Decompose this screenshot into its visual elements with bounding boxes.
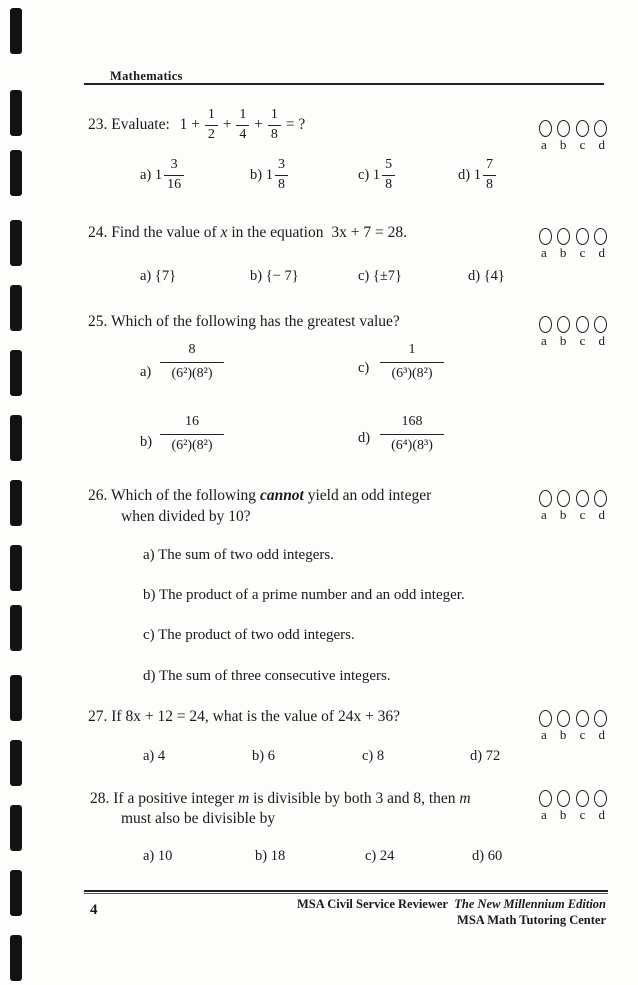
question-28-line2: must also be divisible by — [121, 810, 276, 827]
question-number: 28. — [90, 790, 110, 807]
question-number: 25. — [88, 313, 108, 330]
fraction: $\frac{1}{4}$ — [236, 108, 249, 142]
answer-bubbles-24[interactable]: a b c d — [537, 228, 609, 261]
choice-25-b-fraction[interactable]: 16 (6²)(8²) — [160, 414, 224, 454]
answer-bubble-a[interactable] — [539, 710, 552, 727]
binding-hole — [10, 480, 22, 526]
answer-bubble-d[interactable] — [594, 228, 607, 245]
choice-25-d-fraction[interactable]: 168 (6⁴)(8³) — [380, 414, 444, 454]
answer-bubble-c[interactable] — [576, 490, 589, 507]
choice-25-a-fraction[interactable]: 8 (6²)(8²) — [160, 342, 224, 382]
binding-hole — [10, 285, 22, 331]
binding-hole — [10, 675, 22, 721]
choice-24-b[interactable]: b) {− 7} — [250, 268, 299, 284]
choice-25-a-label[interactable]: a) — [140, 364, 152, 380]
answer-bubble-a[interactable] — [539, 490, 552, 507]
answer-bubble-b[interactable] — [557, 710, 570, 727]
binding-hole — [10, 350, 22, 396]
binding-hole — [10, 8, 22, 54]
answer-bubble-d[interactable] — [594, 490, 607, 507]
choice-25-c-fraction[interactable]: 1 (6³)(8²) — [380, 342, 444, 382]
choice-26-d[interactable]: d) The sum of three consecutive integers. — [143, 668, 391, 684]
binding-hole — [10, 605, 22, 651]
answer-bubble-b[interactable] — [557, 316, 570, 333]
question-prompt: If 8x + 12 = 24, what is the value of 24x + 36? — [111, 708, 401, 725]
binding-hole — [10, 805, 22, 851]
question-26-line2: when divided by 10? — [121, 508, 251, 525]
answer-bubble-d[interactable] — [594, 120, 607, 137]
choice-28-d[interactable]: d) 60 — [472, 848, 503, 864]
answer-bubble-d[interactable] — [594, 316, 607, 333]
page-number: 4 — [90, 902, 98, 918]
choice-28-a[interactable]: a) 10 — [143, 848, 173, 864]
answer-bubbles-25[interactable]: a b c d — [537, 316, 609, 349]
binding-hole — [10, 545, 22, 591]
answer-bubble-c[interactable] — [576, 120, 589, 137]
choice-27-c[interactable]: c) 8 — [362, 748, 385, 764]
choice-27-d[interactable]: d) 72 — [470, 748, 501, 764]
choice-24-d[interactable]: d) {4} — [468, 268, 505, 284]
answer-bubble-b[interactable] — [557, 490, 570, 507]
choice-28-c[interactable]: c) 24 — [365, 848, 395, 864]
choice-26-a[interactable]: a) The sum of two odd integers. — [143, 547, 334, 563]
question-25 — [88, 313, 400, 331]
binding-hole — [10, 935, 22, 981]
question-prompt: Evaluate: — [111, 115, 170, 133]
binding-hole — [10, 150, 22, 196]
question-number: 24. — [88, 224, 108, 241]
question-26: 26. Which of the following cannot yield an odd integer — [88, 487, 432, 504]
answer-bubble-d[interactable] — [594, 710, 607, 727]
answer-bubble-b[interactable] — [557, 228, 570, 245]
choice-26-c[interactable]: c) The product of two odd integers. — [143, 627, 355, 643]
binding-hole — [10, 740, 22, 786]
answer-bubble-c[interactable] — [576, 228, 589, 245]
answer-bubbles-27[interactable]: a b c d — [537, 710, 609, 743]
choice-23-c[interactable]: c) 1 $\frac{5}{8}$ — [358, 158, 396, 192]
binding-hole — [10, 220, 22, 266]
binding-hole — [10, 870, 22, 916]
answer-bubble-a[interactable] — [539, 228, 552, 245]
footer-publisher: MSA Math Tutoring Center — [457, 913, 606, 927]
choice-26-b[interactable]: b) The product of a prime number and an odd integer. — [143, 587, 465, 603]
answer-bubble-c[interactable] — [576, 710, 589, 727]
choice-24-c[interactable]: c) {±7} — [358, 268, 403, 284]
question-24: 24. Find the value of x in the equation 3x + 7 = 28. — [88, 224, 407, 241]
choice-28-b[interactable]: b) 18 — [255, 848, 286, 864]
question-prompt: Which of the following has the greatest value? — [110, 313, 400, 330]
binding-hole — [10, 415, 22, 461]
choice-27-b[interactable]: b) 6 — [252, 748, 275, 764]
question-28: 28. If a positive integer m is divisible by both 3 and 8, then m — [90, 790, 471, 807]
choice-23-a[interactable]: a) 1 $\frac{3}{16}$ — [140, 158, 185, 192]
answer-bubble-a[interactable] — [539, 120, 552, 137]
footer-book-title: MSA Civil Service Reviewer The New Millennium Edition — [296, 897, 606, 911]
spiral-binding — [0, 0, 30, 985]
question-prompt: Find the value of — [111, 224, 217, 241]
section-title: Mathematics — [110, 69, 183, 83]
answer-bubble-a[interactable] — [539, 316, 552, 333]
answer-bubbles-23[interactable]: a b c d — [537, 120, 609, 153]
binding-hole — [10, 90, 22, 136]
choice-23-b[interactable]: b) 1 $\frac{3}{8}$ — [250, 158, 289, 192]
fraction: $\frac{1}{2}$ — [205, 108, 218, 142]
choice-25-c-label[interactable]: c) — [358, 360, 370, 376]
question-number: 26. — [88, 487, 108, 504]
fraction: $\frac{1}{8}$ — [268, 108, 281, 142]
choice-23-d[interactable]: d) 1 $\frac{7}{8}$ — [458, 158, 497, 192]
question-27 — [88, 708, 400, 726]
question-number: 27. — [88, 708, 108, 725]
equation: 3x + 7 = 28. — [331, 224, 407, 241]
choice-24-a[interactable]: a) {7} — [140, 268, 177, 284]
footer-rule — [84, 890, 608, 892]
question-number: 23. — [88, 115, 108, 133]
choice-25-b-label[interactable]: b) — [140, 434, 153, 450]
answer-bubble-b[interactable] — [557, 120, 570, 137]
answer-bubble-b[interactable] — [557, 790, 570, 807]
answer-bubble-d[interactable] — [594, 790, 607, 807]
emphasis-cannot: cannot — [259, 487, 304, 504]
answer-bubbles-26[interactable]: a b c d — [537, 490, 609, 523]
choice-27-a[interactable]: a) 4 — [143, 748, 166, 764]
header-rule — [84, 83, 604, 85]
footer-rule-thin — [84, 893, 608, 894]
question-23: 23. Evaluate: 1 + $\frac{1}{2}$ + $\frac{1}{4}$ + $\frac{1}{8}$ = ? — [88, 107, 306, 142]
answer-bubble-c[interactable] — [576, 316, 589, 333]
answer-bubbles-28[interactable]: a b c d — [537, 790, 609, 823]
answer-bubble-c[interactable] — [576, 790, 589, 807]
choice-25-d-label[interactable]: d) — [358, 430, 371, 446]
answer-bubble-a[interactable] — [539, 790, 552, 807]
